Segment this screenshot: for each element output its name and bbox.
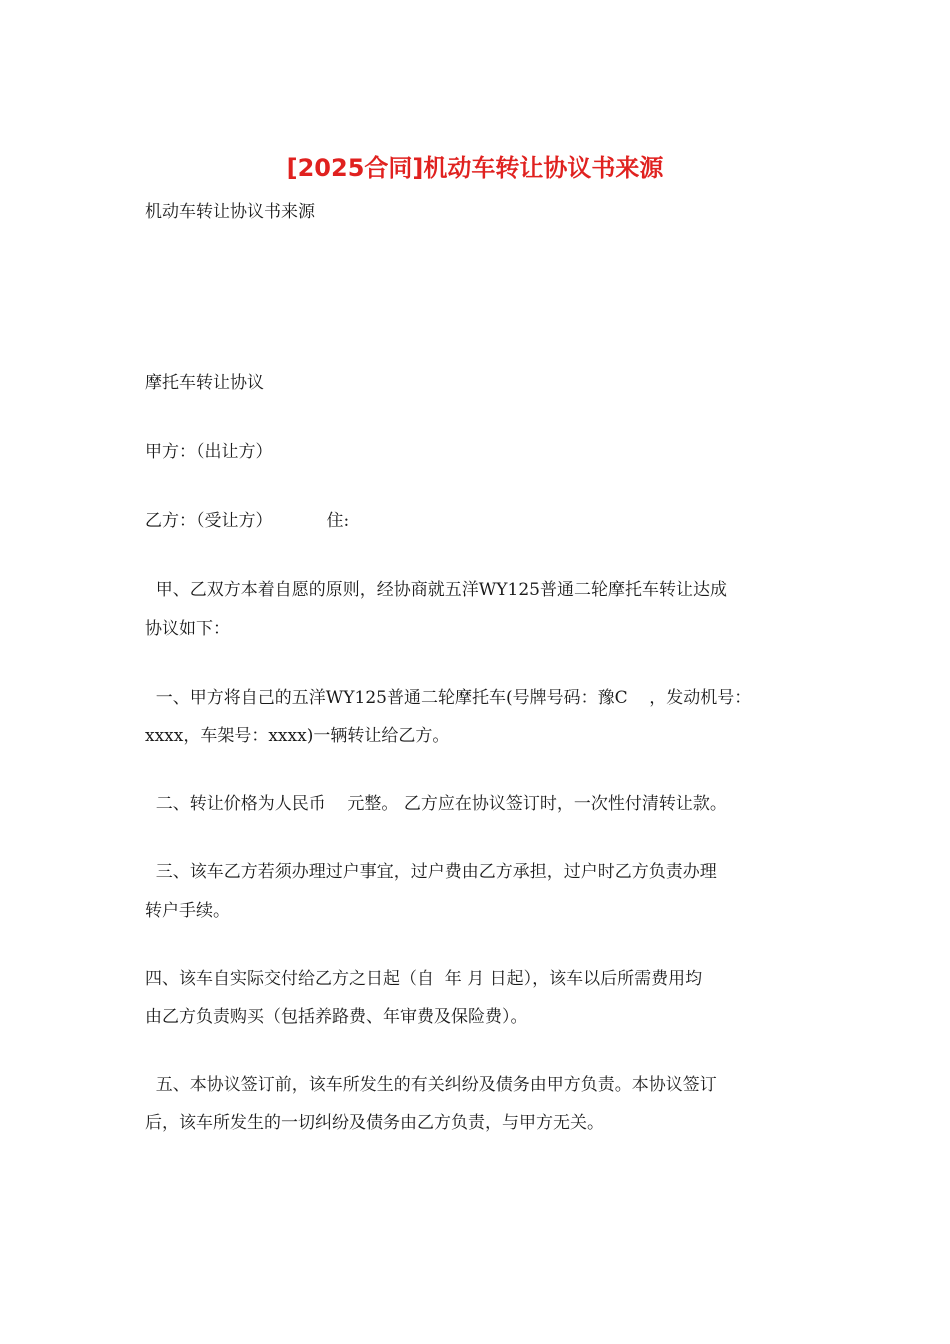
clause-3-line-2: 转户手续。 — [145, 901, 230, 921]
clause-5-line-2: 后，该车所发生的一切纠纷及债务由乙方负责，与甲方无关。 — [145, 1113, 604, 1133]
clause-1-line-2: xxxx，车架号：xxxx)一辆转让给乙方。 — [145, 726, 450, 746]
clause-4-line-1: 四、该车自实际交付给乙方之日起（自 年 月 日起），该车以后所需费用均 — [145, 969, 703, 989]
clause-4-line-2: 由乙方负责购买（包括养路费、年审费及保险费）。 — [145, 1007, 528, 1027]
party-b-line: 乙方：（受让方） 住: — [145, 511, 350, 531]
intro-line-2: 协议如下： — [145, 619, 230, 639]
clause-2-line-1: 二、转让价格为人民币 元整。 乙方应在协议签订时，一次性付清转让款。 — [145, 794, 727, 814]
clause-5-line-1: 五、本协议签订前，该车所发生的有关纠纷及债务由甲方负责。本协议签订 — [145, 1075, 717, 1095]
clause-1-line-1: 一、甲方将自己的五洋WY125普通二轮摩托车(号牌号码：豫C ，发动机号： — [145, 688, 752, 708]
document-title: [2025合同]机动车转让协议书来源 — [286, 154, 664, 182]
document-subtitle: 机动车转让协议书来源 — [145, 202, 315, 222]
intro-line-1: 甲、乙双方本着自愿的原则，经协商就五洋WY125普通二轮摩托车转让达成 — [145, 580, 727, 600]
party-a-line: 甲方：（出让方） — [145, 442, 273, 462]
section-heading: 摩托车转让协议 — [145, 373, 264, 393]
clause-3-line-1: 三、该车乙方若须办理过户事宜，过户费由乙方承担，过户时乙方负责办理 — [145, 862, 717, 882]
